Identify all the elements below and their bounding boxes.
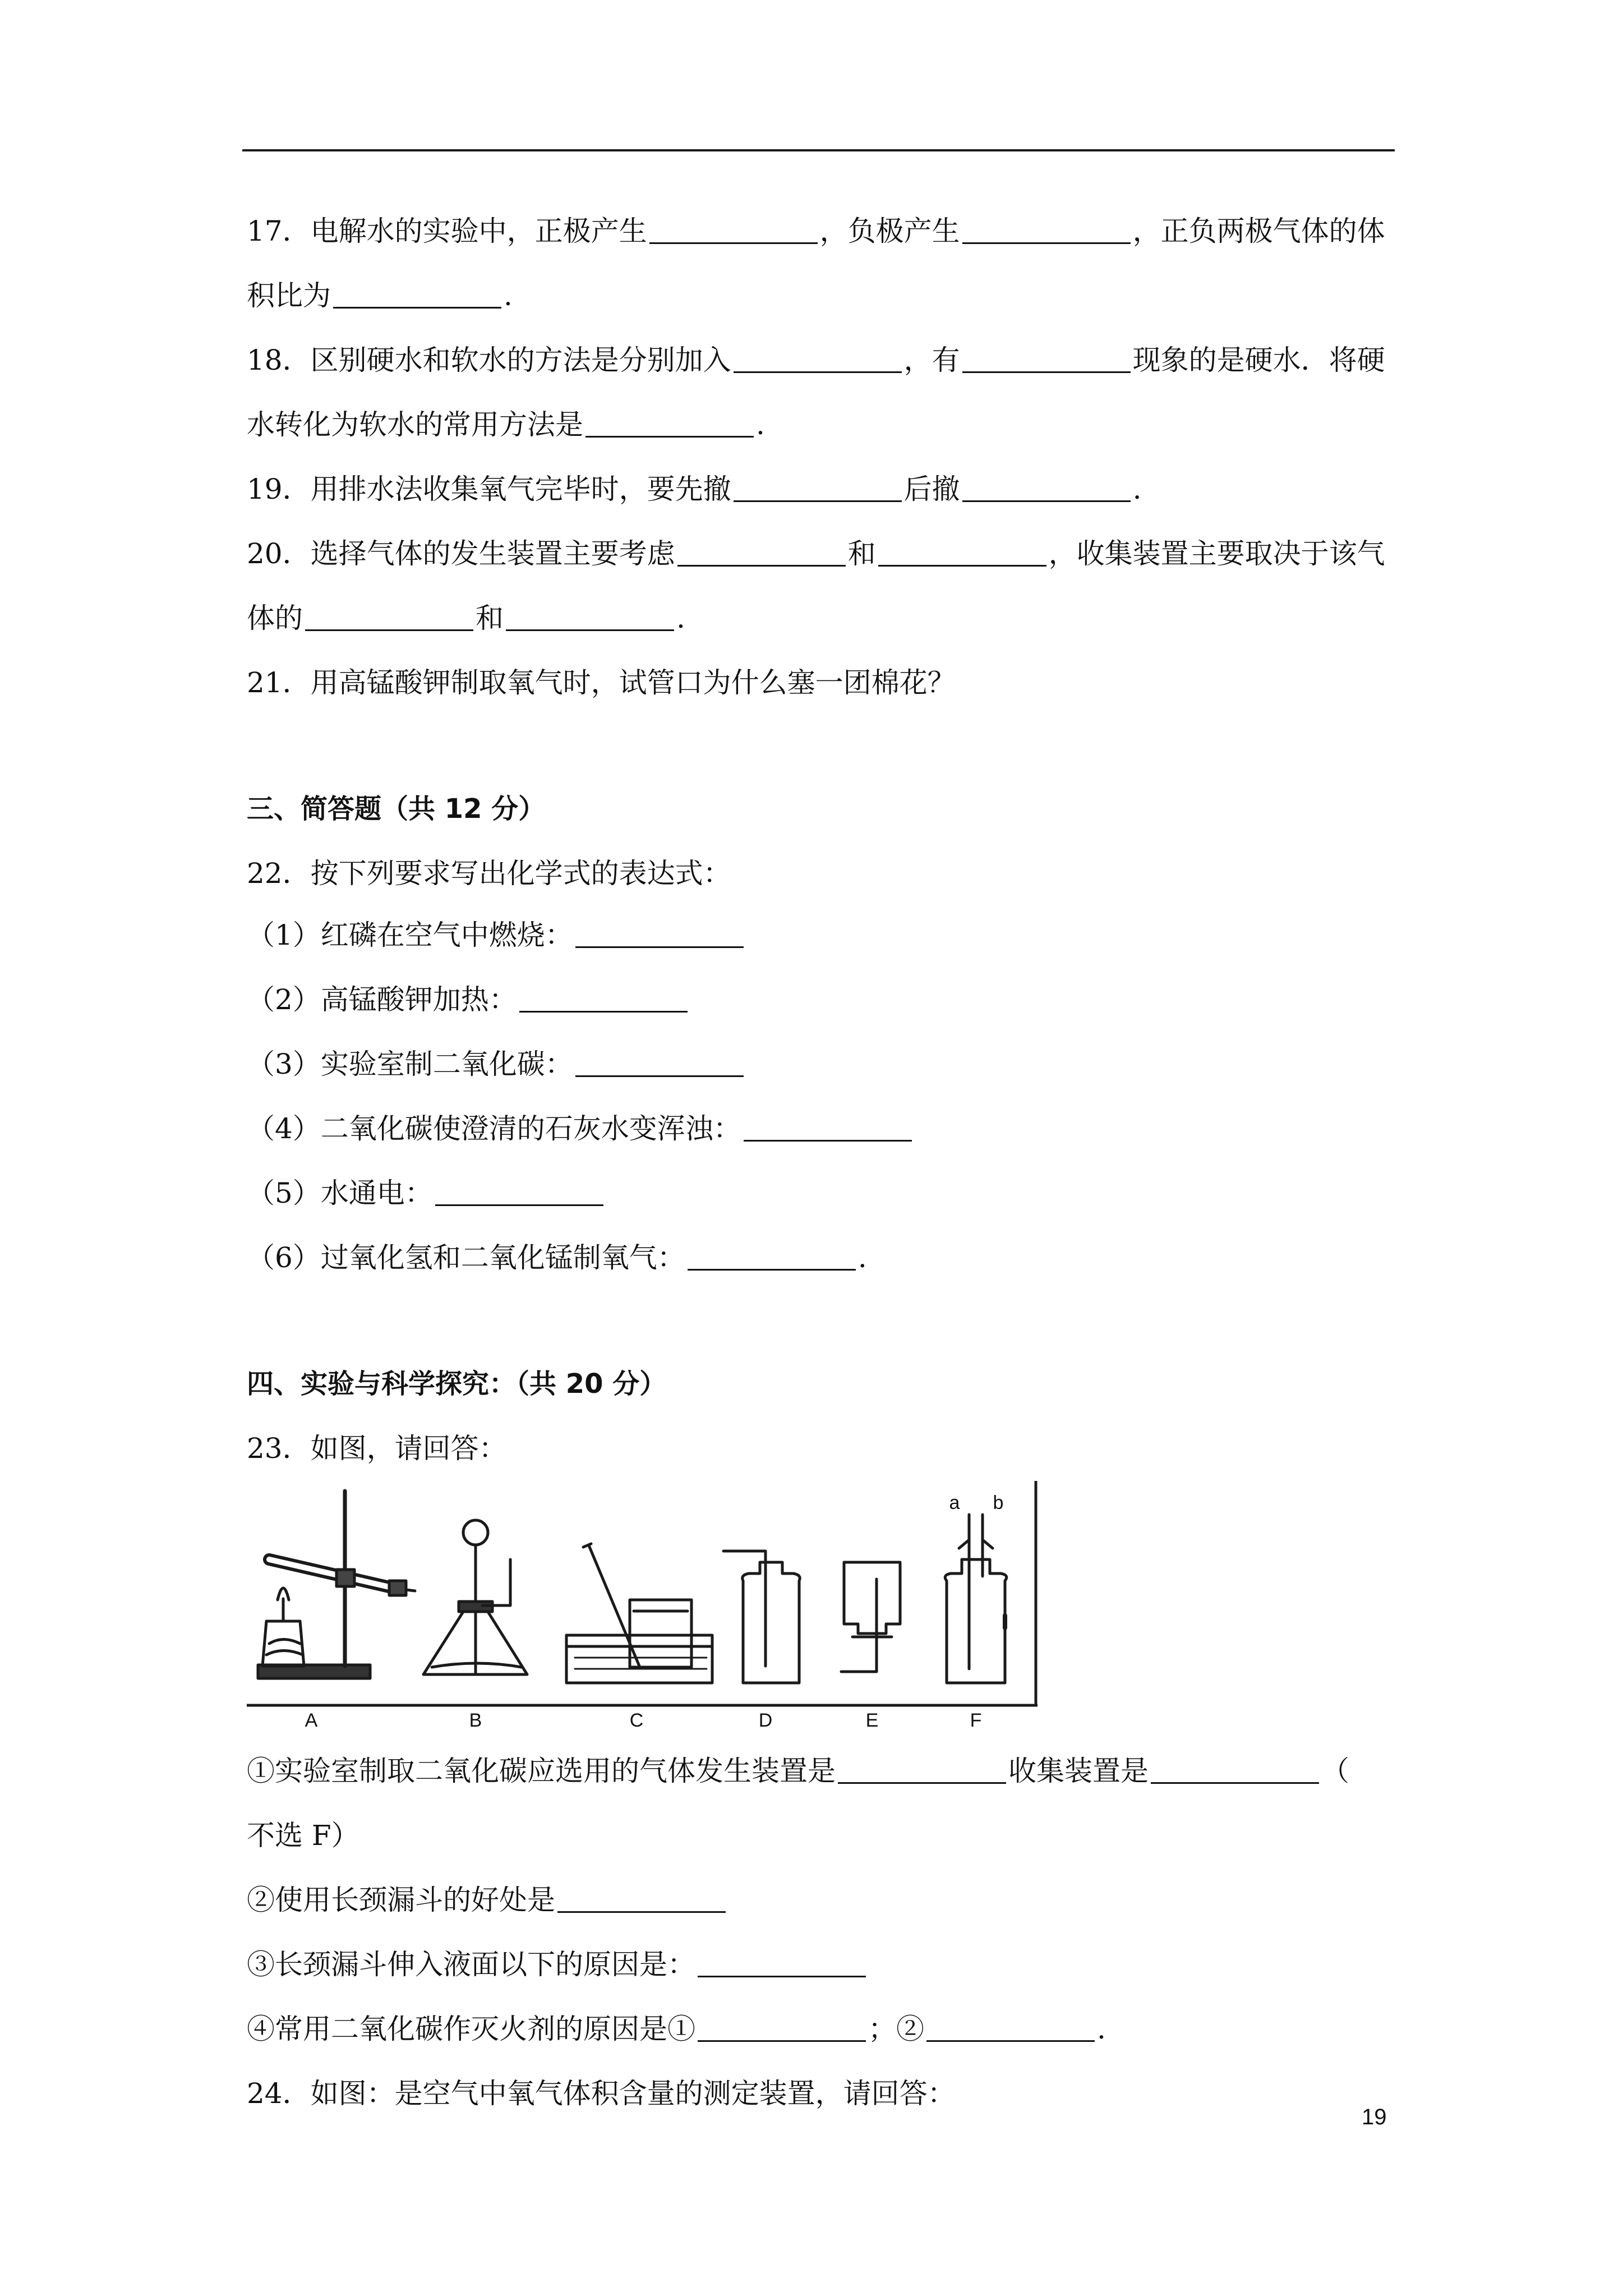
q17-blank-positive[interactable] xyxy=(649,218,818,244)
q23-text: 收集装置是 xyxy=(1008,1755,1149,1787)
q23-text: ④常用二氧化碳作灭火剂的原因是① xyxy=(247,2013,695,2045)
q22-item-label: （3）实验室制二氧化碳： xyxy=(247,1048,573,1080)
q20-text: 和 xyxy=(847,537,876,570)
q20-text: 体的 xyxy=(247,602,303,634)
port-label-b: b xyxy=(993,1492,1004,1513)
q22-item-label: （1）红磷在空气中燃烧： xyxy=(247,919,573,951)
q24-stem: 24．如图：是空气中氧气体积含量的测定装置，请回答： xyxy=(247,2077,956,2110)
q18-text: 现象的是硬水．将硬 xyxy=(1132,344,1385,376)
q22-item-4 xyxy=(247,1112,914,1145)
q23-sub4 xyxy=(247,2012,1106,2046)
q23-sub2 xyxy=(247,1883,728,1917)
header-rule xyxy=(242,149,1395,151)
q23-text: （ xyxy=(1321,1755,1349,1787)
q22-blank-4[interactable] xyxy=(744,1115,912,1142)
q23-text: ③长颈漏斗伸入液面以下的原因是： xyxy=(247,1948,695,1981)
figure-label-e: E xyxy=(865,1710,879,1728)
q22-item-label: （5）水通电： xyxy=(247,1177,433,1209)
q23-blank-reason-2[interactable] xyxy=(926,2016,1095,2042)
page-number: 19 xyxy=(1362,2105,1387,2129)
q22-item-label: （2）高锰酸钾加热： xyxy=(247,983,517,1016)
q17-line2 xyxy=(247,279,513,312)
q23-sub1-line2: 不选 F） xyxy=(247,1819,359,1852)
q23-blank-funnel-benefit[interactable] xyxy=(557,1887,726,1913)
q20-line1 xyxy=(247,537,1385,570)
q23-text: ①实验室制取二氧化碳应选用的气体发生装置是 xyxy=(247,1755,836,1787)
q23-sub3 xyxy=(247,1948,868,1981)
q19-text: . xyxy=(1132,473,1142,505)
q23-text: ②使用长颈漏斗的好处是 xyxy=(247,1884,555,1916)
figure-label-f: F xyxy=(970,1710,982,1728)
q20-blank-3[interactable] xyxy=(305,605,473,631)
q18-line2 xyxy=(247,408,765,441)
q20-text: ，收集装置主要取决于该气 xyxy=(1048,537,1385,570)
q20-blank-2[interactable] xyxy=(878,540,1046,567)
q20-text: . xyxy=(676,602,685,634)
q23-text: ；② xyxy=(868,2013,924,2045)
apparatus-b xyxy=(423,1520,527,1674)
q22-stem: 22．按下列要求写出化学式的表达式： xyxy=(247,857,731,890)
q19-line xyxy=(247,472,1142,506)
figure-label-d: D xyxy=(758,1710,773,1728)
apparatus-c xyxy=(566,1544,712,1683)
apparatus-e xyxy=(841,1562,900,1672)
q23-stem: 23．如图，请回答： xyxy=(247,1432,507,1465)
q18-blank-method[interactable] xyxy=(585,411,754,438)
q17-blank-ratio[interactable] xyxy=(333,282,501,309)
q17-text: . xyxy=(504,279,513,312)
q19-blank-second[interactable] xyxy=(962,476,1131,502)
apparatus-f xyxy=(945,1515,1007,1683)
q18-blank-phenomenon[interactable] xyxy=(962,347,1131,373)
q20-blank-4[interactable] xyxy=(506,605,674,631)
q20-text: 20．选择气体的发生装置主要考虑 xyxy=(247,537,675,570)
q22-blank-3[interactable] xyxy=(575,1051,744,1077)
q22-item-2 xyxy=(247,983,690,1016)
q18-text: ，有 xyxy=(903,344,960,376)
q17-blank-negative[interactable] xyxy=(962,218,1131,244)
figure-label-c: C xyxy=(629,1710,644,1728)
q17-text: ，正负两极气体的体 xyxy=(1132,215,1385,247)
q22-item-5 xyxy=(247,1176,606,1210)
q22-blank-5[interactable] xyxy=(435,1180,603,1206)
q22-item-label: （6）过氧化氢和二氧化锰制氧气： xyxy=(247,1241,685,1274)
q17-line1 xyxy=(247,214,1385,248)
section-4-heading: 四、实验与科学探究：（共 20 分） xyxy=(247,1368,667,1400)
figure-label-b: B xyxy=(469,1710,482,1728)
q22-item-6 xyxy=(247,1241,867,1274)
q22-item-end: . xyxy=(857,1241,867,1274)
q17-text: 17．电解水的实验中，正极产生 xyxy=(247,215,647,247)
q18-text: 水转化为软水的常用方法是 xyxy=(247,408,583,441)
q22-blank-1[interactable] xyxy=(575,922,744,948)
q19-text: 19．用排水法收集氧气完毕时，要先撤 xyxy=(247,473,731,505)
q23-text: . xyxy=(1097,2013,1106,2045)
q22-item-3 xyxy=(247,1047,746,1081)
q23-blank-funnel-reason[interactable] xyxy=(698,1951,866,1977)
q23-blank-collector[interactable] xyxy=(1151,1757,1319,1784)
q21-text: 21．用高锰酸钾制取氧气时，试管口为什么塞一团棉花？ xyxy=(247,666,956,699)
q22-item-label: （4）二氧化碳使澄清的石灰水变浑浊： xyxy=(247,1112,741,1145)
q19-blank-first[interactable] xyxy=(734,476,902,502)
q22-item-1 xyxy=(247,918,746,952)
q20-text: 和 xyxy=(476,602,504,634)
section-3-heading: 三、简答题（共 12 分） xyxy=(247,793,546,825)
q18-blank-reagent[interactable] xyxy=(734,347,902,373)
q22-blank-6[interactable] xyxy=(688,1244,856,1271)
q20-line2 xyxy=(247,601,685,635)
q19-text: 后撤 xyxy=(903,473,960,505)
figure-label-a: A xyxy=(305,1710,318,1728)
q23-sub1-line1 xyxy=(247,1754,1349,1788)
q18-text: 18．区别硬水和软水的方法是分别加入 xyxy=(247,344,731,376)
apparatus-a xyxy=(258,1491,415,1678)
port-label-a: a xyxy=(949,1492,960,1513)
apparatus-figure xyxy=(247,1481,1038,1728)
q23-blank-reason-1[interactable] xyxy=(698,2016,866,2042)
q18-text: . xyxy=(756,408,765,441)
q18-line1 xyxy=(247,343,1385,377)
q17-text: ，负极产生 xyxy=(819,215,960,247)
q20-blank-1[interactable] xyxy=(677,540,846,567)
q22-blank-2[interactable] xyxy=(519,986,688,1013)
q23-blank-generator[interactable] xyxy=(838,1757,1006,1784)
q17-text: 积比为 xyxy=(247,279,331,312)
apparatus-d xyxy=(723,1551,800,1683)
